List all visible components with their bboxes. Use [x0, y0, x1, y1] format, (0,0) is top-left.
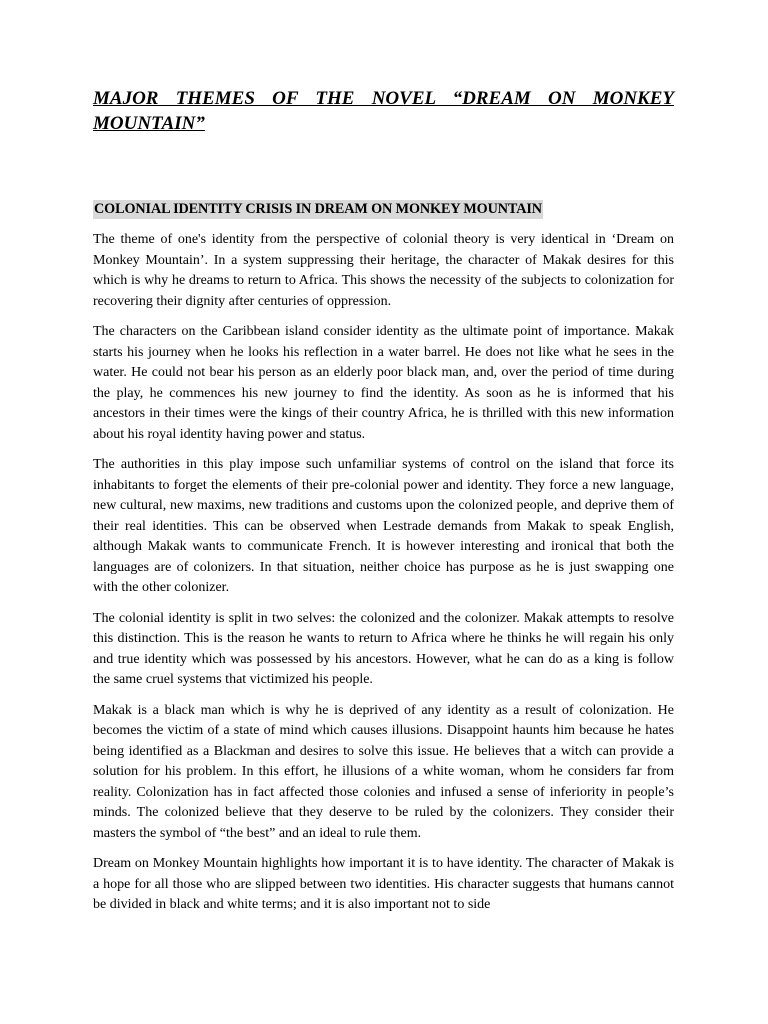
paragraph: The authorities in this play impose such unfamiliar systems of control on the island that force its inhabitants to forget the elements of their pre-colonial power and identity. They force a new language, new cultural, new maxims, new traditions and customs upon the colonized people, and deprive them of their real identities. This can be observed when Lestrade demands from Makak to speak English, although Makak wants to communicate French. It is however interesting and ironical that both the languages are of colonizers. In that situation, neither choice has purpose as he is just swapping one with the other colonizer. — [93, 457, 674, 595]
document-page — [93, 86, 674, 916]
section-heading-text: COLONIAL IDENTITY CRISIS IN DREAM ON MONKEY MOUNTAIN — [94, 201, 542, 217]
paragraph: Makak is a black man which is why he is deprived of any identity as a result of colonization. He becomes the victim of a state of mind which causes illusions. Disappoint haunts him because he hates being identified as a Blackman and desires to solve this issue. He believes that a witch can provide a solution for his problem. In this effort, he illusions of a white woman, whom he considers far from reality. Colonization has in fact affected those colonies and infused a sense of inferiority in people’s minds. The colonized believe that they deserve to be ruled by the colonizers. They consider their masters the symbol of “the best” and an ideal to rule them. — [93, 702, 674, 841]
paragraph: The colonial identity is split in two selves: the colonized and the colonizer. Makak attempts to resolve this distinction. This is the reason he wants to return to Africa where he thinks he will regain his only and true identity which was possessed by his ancestors. However, what he can do as a king is follow the same cruel systems that victimized his people. — [93, 610, 674, 687]
section-heading — [93, 199, 674, 219]
document-title: MAJOR THEMES OF THE NOVEL “DREAM ON MONKEY MOUNTAIN” — [93, 88, 674, 134]
paragraph: The characters on the Caribbean island consider identity as the ultimate point of importance. Makak starts his journey when he looks his reflection in a water barrel. He does not like what he sees in the water. He could not bear his person as an elderly poor black man, and, over the period of time during the play, he commences his new journey to find the identity. As soon as he is informed that his ancestors in their times were the kings of their country Africa, he is thrilled with this new information about his royal identity having power and status. — [93, 324, 674, 442]
paragraph: The theme of one's identity from the perspective of colonial theory is very identical in ‘Dream on Monkey Mountain’. In a system suppressing their heritage, the character of Makak desires for this which is why he dreams to return to Africa. This shows the necessity of the subjects to colonization for recovering their dignity after centuries of oppression. — [93, 232, 674, 309]
paragraph: Dream on Monkey Mountain highlights how important it is to have identity. The character of Makak is a hope for all those who are slipped between two identities. His character suggests that humans cannot be divided in black and white terms; and it is also important not to side — [93, 856, 674, 912]
